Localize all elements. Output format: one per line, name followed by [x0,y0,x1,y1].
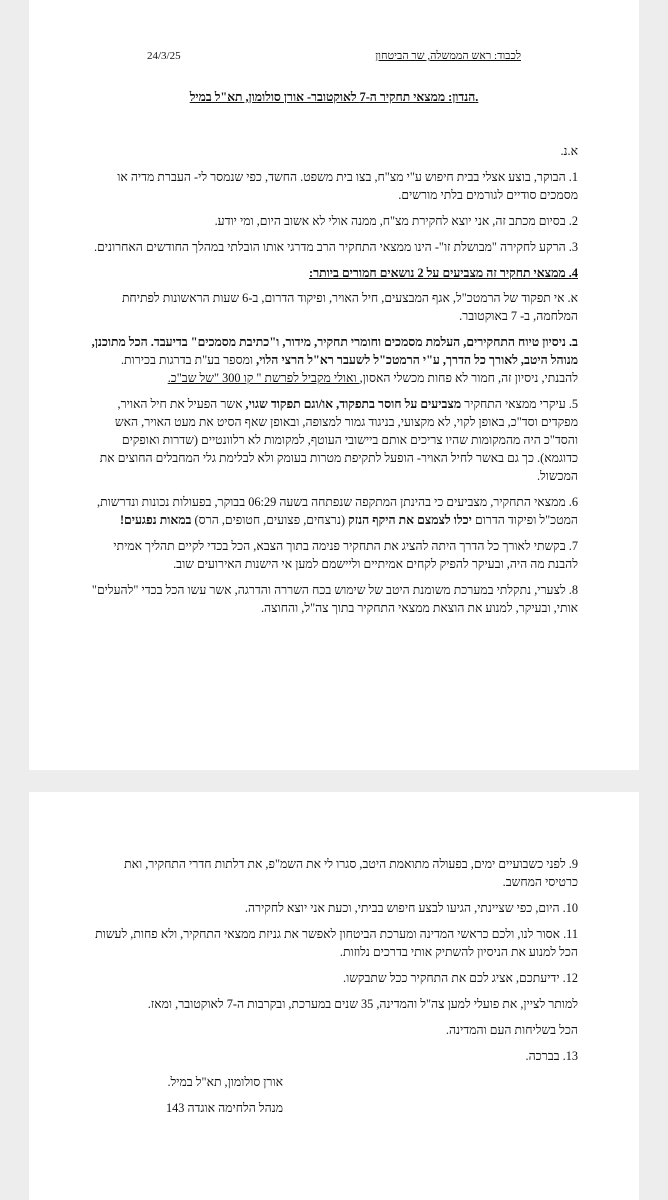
paragraph-4b [89,333,578,387]
paragraph-4a: א. אי תפקוד של הרמטכ"ל, אגף המבצעים, חיל האויר, ופיקוד הדרום, ב-6 שעות הראשונות לפתיחת המלחמה, ב- 7 באוקטובר. [121,291,578,323]
document-page-1 [29,0,639,770]
paragraph-4: 4. ממצאי תחקיר זה מצביעים על 2 נושאים חמורים ביותר: [308,266,578,280]
paragraph-5 [89,395,578,485]
paragraph-6 [89,493,578,529]
paragraph-5-start: 5. עיקרי ממצאי התחקיר [461,397,578,411]
paragraph-10: 10. היום, כפי שציינתי, הגיעו לבצע חיפוש בביתי, וכעת אני יוצא לחקירה. [244,901,578,915]
paragraph-12: 12. ידיעתכם, אציג לכם את התחקיר ככל שתבקשו. [343,971,578,985]
paragraph-11: 11. אסור לנו, ולכם כראשי המדינה ומערכת הביטחון לאפשר את גניזת ממצאי התחקיר, ולא פחות, לעשות הכל למנוע את הניסיון להשתיק אותי בדרכים נלוזות. [95,927,578,959]
paragraph-6-bold: יכלו לצמצם את היקף הנזק [348,513,472,527]
paragraph-13: 13. בברכה. [525,1049,578,1063]
paragraph-1: 1. הבוקר, בוצע אצלי בבית חיפוש ע"י מצ"ח, בצו בית משפט. החשד, כפי שנמסר לי- העברת מדיה או מסמכים סודיים לגורמים בלתי מורשים. [117,170,578,202]
paragraph-2: 2. בסיום מכתב זה, אני יוצא לחקירת מצ"ח, ממנה אולי לא אשוב היום, ומי יודע. [214,214,578,228]
paragraph-4b-bold: ב. ניסיון טיוח התחקירים, העלמת מסמכים וחומרי תחקיר, מידור, ו"כתיבת מסמכים" בדיעבד. הכל מתוכנן, מנוהל היטב, לאורך כל הדרך, ע"י הרמטכ"ל לשעבר רא"ל הרצי הלוי, [91,335,578,367]
document-page-2 [29,792,639,1200]
paragraph-note: למותר לציין, את פועלי למען צה"ל והמדינה, 35 שנים במערכת, ובקרבות ה-7 לאוקטובר, ומאז. [147,997,578,1011]
signature-name: אורן סולומון, תא"ל במיל. [167,1075,283,1089]
paragraph-5-text: אשר הפעיל את חיל האויר, מפקדים וסד"כ, באופן לקוי, לא מקצועי, בניגוד גמור למצופה, ובאופן שאף הסיט את מעט האויר, האש והסד"כ היה מהמקומות שהיו צריכים אותם ביישובי העוטף, למקומות לא רלוונטיים (שדרות ואופקים כדוגמא). כך גם באשר לחיל האויר- הופעל לתקיפת מטרות בעומק ולא לבלימת גלי המחבלים החוצים את המכשול. [99,397,578,483]
signature-role: מנהל הלחימה אוגדה 143 [165,1101,283,1115]
paragraph-9: 9. לפני כשבועיים ימים, בפעולה מתואמת היטב, סגרו לי את השמ"פ, את דלתות חדרי התחקיר, ואת כרטיסי המחשב. [124,857,578,889]
letter-body-page-2 [89,855,578,1117]
letter-body-page-1 [89,142,578,617]
letter-recipient: לכבוד: ראש הממשלה, שר הביטחון [375,50,521,62]
paragraph-6-mid: (נרצחים, פצועים, חטופים, הרס) [191,513,349,527]
paragraph-8: 8. לצערי, נתקלתי במערכת משומנת היטב של שימוש בכח השררה והדרגה, אשר עשו הכל בכדי "להעלים" אותי, ובעיקר, למנוע את הוצאת ממצאי התחקיר בתוך צה"ל, והחוצה. [91,583,578,615]
paragraph-5-bold: מצביעים על חוסר בתפקוד, או/וגם תפקוד שגוי, [245,397,462,411]
paragraph-6-start: 6. ממצאי התחקיר, מצביעים כי בהינתן המתקפה שנפתחה בשעה 06:29 בבוקר, בפעולות נכונות ונדרשות, המטכ"ל ופיקוד הדרום [97,495,578,527]
salutation: א.נ. [560,144,578,158]
paragraph-mission: הכל בשליחות העם והמדינה. [445,1023,578,1037]
letter-date: 24/3/25 [147,50,181,62]
paragraph-3: 3. הרקע לחקירה "מבושלת זו"- הינו ממצאי התחקיר הרב מדרגי אותו הובלתי במהלך החודשים האחרונים. [93,240,578,254]
paragraph-7: 7. בקשתי לאורך כל הדרך היתה להציג את התחקיר פנימה בתוך הצבא, הכל בכדי לקיים תהליך אמיתי להבנת מה היה, ובעיקר להפיק לקחים אמיתיים וליישמם למען אי הישנות האירועים שוב. [113,539,578,571]
paragraph-6-bold-end: במאות נפגעים! [119,513,192,527]
paragraph-4b-text: ומספר בע"ת בדרגות בכירות. להבנתי, ניסיון זה, חמור לא פחות מכשלי האסון, [120,353,578,385]
paragraph-4b-underlined: ואולי מקביל לפרשת " קו 300 "של שב"כ. [167,371,360,385]
letter-subject: הנדון: ממצאי תחקיר ה-7 לאוקטובר- אורן סולומון, תא"ל במיל. [189,90,479,104]
